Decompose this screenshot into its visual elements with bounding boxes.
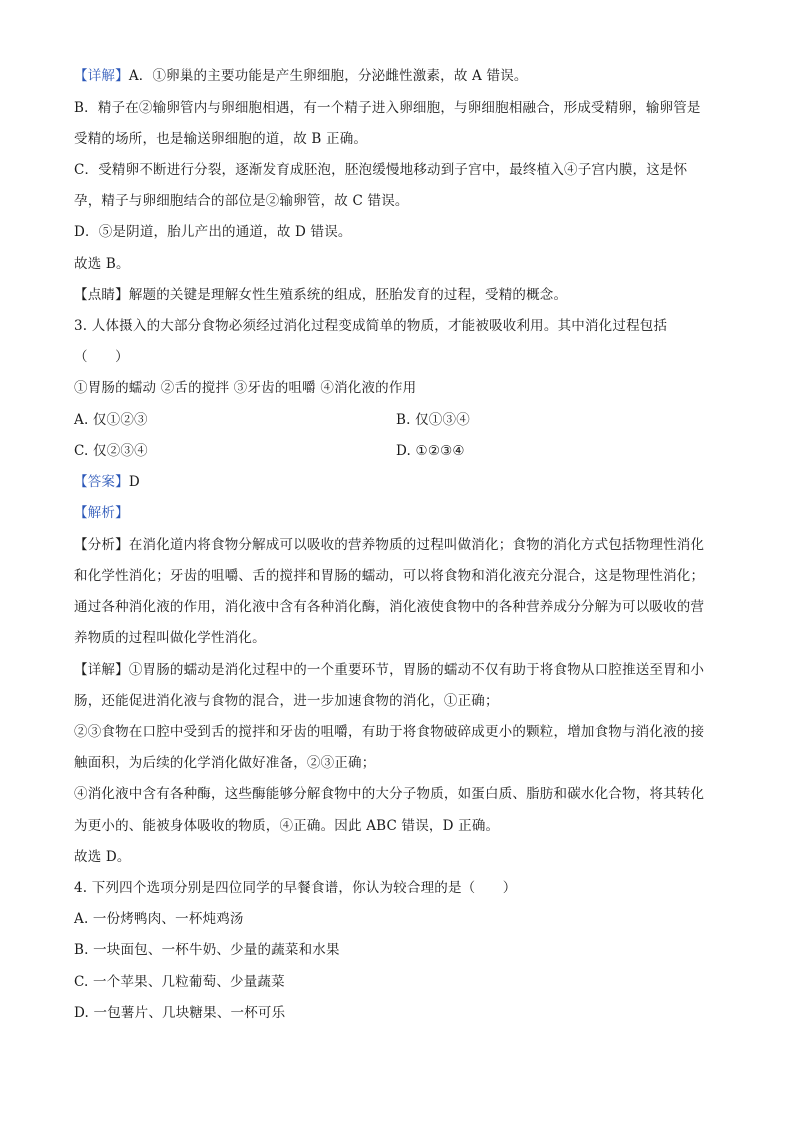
q3-options-row-1 [74,410,714,430]
q4-option-b: B. 一块面包、一杯牛奶、少量的蔬菜和水果 [74,942,340,958]
q3-detail-line-4: 触面积，为后续的化学消化做好准备，②③正确； [74,755,376,771]
comment-line: 【点睛】解题的关键是理解女性生殖系统的组成，胚胎发育的过程，受精的概念。 [74,287,568,303]
fenxi-tag: 【分析】 [74,537,129,553]
detail-tag: 【详解】 [74,662,129,678]
q3-option-c: C. 仅②③④ [74,443,148,459]
analysis-tag: 【解析】 [74,505,129,521]
choose-d: 故选 D。 [74,849,131,865]
q3-items: ①胃肠的蠕动 ②舌的搅拌 ③牙齿的咀嚼 ④消化液的作用 [74,380,417,396]
answer-tag: 【答案】 [74,474,129,490]
q3-detail-line-1: 【详解】①胃肠的蠕动是消化过程中的一个重要环节，胃肠的蠕动不仅有助于将食物从口腔推送至胃和小 [74,662,705,678]
q3-options-row-2 [74,441,714,461]
detail-b-line-1: B．精子在②输卵管内与卵细胞相遇，有一个精子进入卵细胞，与卵细胞相融合，形成受精卵，输卵管是 [74,100,701,116]
q3-detail-line-3: ②③食物在口腔中受到舌的搅拌和牙齿的咀嚼，有助于将食物破碎成更小的颗粒，增加食物与消化液的接 [74,724,705,740]
q3-stem-line-1: 3. 人体摄入的大部分食物必须经过消化过程变成简单的物质，才能被吸收利用。其中消化过程包括 [74,318,668,334]
detail-tag: 【详解】 [74,68,129,84]
q4-option-a: A. 一份烤鸭肉、一杯炖鸡汤 [74,911,244,927]
fenxi-line-4: 养物质的过程叫做化学性消化。 [74,630,266,646]
q3-answer: 【答案】D [74,474,140,490]
detail-a-line: 【详解】A．①卵巢的主要功能是产生卵细胞，分泌雌性激素，故 A 错误。 [74,68,528,84]
fenxi-line-2: 和化学性消化；牙齿的咀嚼、舌的搅拌和胃肠的蠕动，可以将食物和消化液充分混合，这是物理性消化； [74,568,705,584]
fenxi-line-1: 【分析】在消化道内将食物分解成可以吸收的营养物质的过程叫做消化；食物的消化方式包括物理性消化 [74,537,705,553]
q3-detail-line-6: 为更小的、能被身体吸收的物质，④正确。因此 ABC 错误，D 正确。 [74,818,500,834]
choose-b: 故选 B。 [74,256,130,272]
detail-d-line: D．⑤是阴道，胎儿产出的通道，故 D 错误。 [74,224,352,240]
q4-option-d: D. 一包薯片、几块糖果、一杯可乐 [74,1005,286,1021]
q3-detail-line-5: ④消化液中含有各种酶，这些酶能够分解食物中的大分子物质，如蛋白质、脂肪和碳水化合物，将其转化 [74,786,705,802]
q3-option-b: B. 仅①③④ [396,412,470,428]
q4-option-c: C. 一个苹果、几粒葡萄、少量蔬菜 [74,974,285,990]
fenxi-line-3: 通过各种消化液的作用，消化液中含有各种消化酶，消化液使食物中的各种营养成分分解为可以吸收的营 [74,599,705,615]
q3-detail-line-2: 肠，还能促进消化液与食物的混合，进一步加速食物的消化，①正确； [74,693,499,709]
detail-b-line-2: 受精的场所，也是输送卵细胞的道，故 B 正确。 [74,131,368,147]
q3-option-a: A. 仅①②③ [74,412,148,428]
comment-tag: 【点睛】 [74,287,129,303]
detail-c-line-2: 孕，精子与卵细胞结合的部位是②输卵管，故 C 错误。 [74,193,409,209]
detail-c-line-1: C．受精卵不断进行分裂，逐渐发育成胚泡，胚泡缓慢地移动到子宫中，最终植入④子宫内膜，这是怀 [74,162,688,178]
q4-stem: 4. 下列四个选项分别是四位同学的早餐食谱，你认为较合理的是（ ） [74,880,517,896]
q3-option-d: D. ①②③④ [396,443,465,459]
q3-stem-line-2: （ ） [74,349,129,365]
